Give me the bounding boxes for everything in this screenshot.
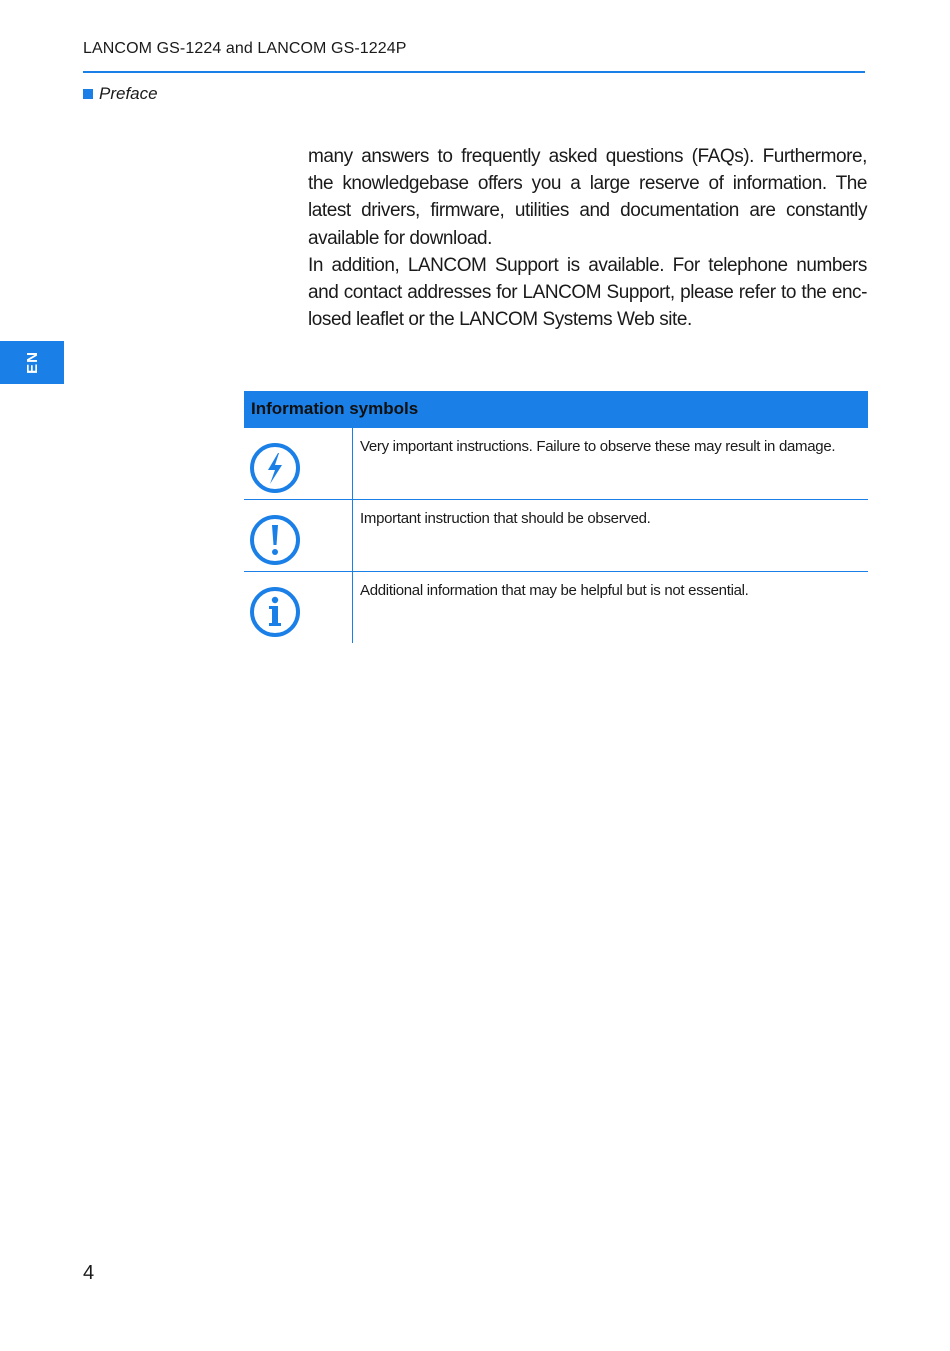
section-title: Preface xyxy=(99,84,158,103)
language-tab-label: EN xyxy=(23,351,41,374)
table-row xyxy=(244,427,868,499)
row-description: Additional information that may be helpful but is not essential. xyxy=(360,582,749,599)
section-label xyxy=(83,84,158,104)
page-number: 4 xyxy=(83,1262,95,1284)
icon-cell xyxy=(244,500,353,571)
paragraph: In addition, LANCOM Support is available. For telephone numbers and contact addresses for LANCOM Support, please refer to the enc-losed leaflet or the LANCOM Systems Web site. xyxy=(308,254,867,331)
language-tab xyxy=(0,341,64,384)
table-row xyxy=(244,499,868,571)
icon-cell xyxy=(244,572,353,643)
header-rule xyxy=(83,71,865,73)
paragraph: many answers to frequently asked questions (FAQs). Furthermore, the knowledgebase offers you a large reserve of information. The latest drivers, firmware, utilities and documentation are constantly available for download. xyxy=(308,146,867,249)
table-header: Information symbols xyxy=(244,391,868,427)
lightning-warning-icon xyxy=(249,442,301,494)
table-row xyxy=(244,571,868,643)
running-header: LANCOM GS-1224 and LANCOM GS-1224P xyxy=(83,40,407,57)
section-marker xyxy=(83,89,93,99)
info-icon xyxy=(249,586,301,638)
row-description: Important instruction that should be observed. xyxy=(360,510,651,527)
row-description: Very important instructions. Failure to observe these may result in damage. xyxy=(360,438,836,455)
body-text xyxy=(308,143,867,333)
exclamation-icon xyxy=(249,514,301,566)
icon-cell xyxy=(244,428,353,499)
information-symbols-table xyxy=(244,391,868,643)
